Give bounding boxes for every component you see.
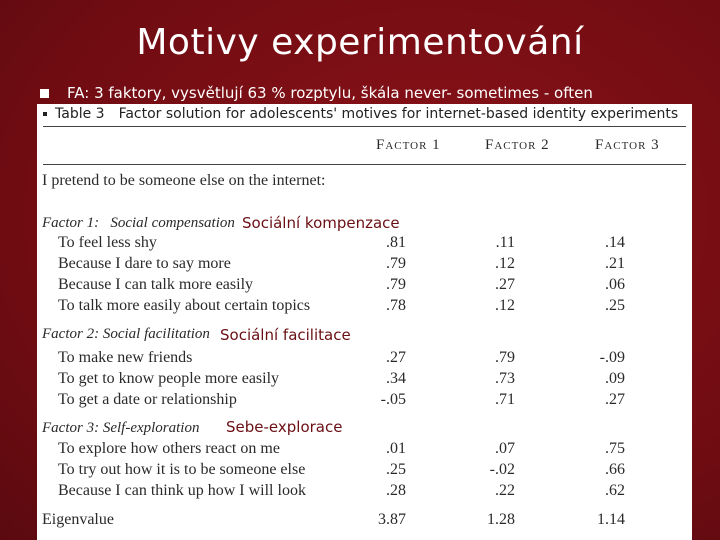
value-f1: .01 — [386, 440, 406, 457]
value-f2: .79 — [495, 349, 515, 366]
row-label: To feel less shy — [58, 234, 157, 251]
table-row — [37, 391, 692, 412]
table-row — [37, 440, 692, 461]
header-factor-3: Factor 3 — [595, 137, 660, 153]
bullet-point — [40, 82, 593, 104]
value-f2: -.02 — [489, 461, 515, 478]
value-f2: .71 — [495, 391, 515, 408]
factor-1-label: Factor 1: — [42, 215, 100, 231]
value-f3: .14 — [605, 234, 625, 251]
value-f2: .73 — [495, 370, 515, 387]
table-row — [37, 482, 692, 503]
value-f2: .27 — [495, 276, 515, 293]
caption-label: Table 3 — [55, 106, 105, 122]
row-label: To try out how it is to be someone else — [58, 461, 306, 478]
value-f2: .11 — [495, 234, 515, 251]
row-label: To explore how others react on me — [58, 440, 280, 457]
row-label: Because I can talk more easily — [58, 276, 254, 293]
table-row — [37, 349, 692, 370]
header-factor-2: Factor 2 — [485, 137, 550, 153]
row-label: To make new friends — [58, 349, 193, 366]
value-f3: .21 — [605, 255, 625, 272]
value-f1: .79 — [386, 276, 406, 293]
factor-3-heading — [42, 420, 199, 441]
eigenvalue-f3: 1.14 — [597, 511, 625, 528]
row-label: Because I dare to say more — [58, 255, 231, 272]
value-f3: .62 — [605, 482, 625, 499]
table-row — [37, 276, 692, 297]
table-caption — [43, 106, 678, 122]
caption-text: Factor solution for adolescents' motives for internet-based identity experiments — [118, 106, 679, 122]
value-f1: .81 — [386, 234, 406, 251]
value-f2: .12 — [495, 255, 515, 272]
row-label: To talk more easily about certain topics — [58, 297, 311, 314]
table-row — [37, 255, 692, 276]
value-f1: .25 — [386, 461, 406, 478]
factor-2-overlay: Sociální facilitace — [220, 326, 351, 344]
value-f1: .28 — [386, 482, 406, 499]
intro-row — [37, 172, 692, 193]
row-label: Because I can think up how I will look — [58, 482, 306, 499]
bullet-square-icon — [40, 89, 49, 98]
factor-1-heading — [42, 215, 235, 236]
factor-2-heading — [42, 326, 210, 347]
factor-2-name: Social facilitation — [102, 326, 210, 342]
factor-3-name: Self-exploration — [102, 420, 200, 436]
intro-text: I pretend to be someone else on the internet: — [42, 172, 326, 189]
caption-bullet-icon — [43, 112, 47, 116]
table-row — [37, 234, 692, 255]
factor-1-overlay: Sociální kompenzace — [242, 214, 400, 232]
bullet-text: FA: 3 faktory, vysvětlují 63 % rozptylu, škála never- sometimes - often — [67, 84, 593, 102]
header-factor-1: Factor 1 — [376, 137, 441, 153]
factor-1-name: Social compensation — [110, 215, 235, 231]
table-row — [37, 461, 692, 482]
value-f1: .78 — [386, 297, 406, 314]
factor-3-overlay: Sebe-explorace — [226, 418, 343, 436]
table-row — [37, 370, 692, 391]
value-f1: .79 — [386, 255, 406, 272]
table-top-rule — [43, 126, 686, 127]
value-f1: .27 — [386, 349, 406, 366]
eigenvalue-row — [37, 511, 692, 532]
factor-table — [37, 104, 692, 540]
value-f3: .27 — [605, 391, 625, 408]
value-f1: .34 — [386, 370, 406, 387]
value-f3: .25 — [605, 297, 625, 314]
eigenvalue-f1: 3.87 — [378, 511, 406, 528]
value-f3: .66 — [605, 461, 625, 478]
eigenvalue-label: Eigenvalue — [42, 511, 114, 528]
row-label: To get to know people more easily — [58, 370, 280, 387]
eigenvalue-f2: 1.28 — [487, 511, 515, 528]
header-rule — [43, 164, 686, 165]
value-f2: .07 — [495, 440, 515, 457]
value-f2: .12 — [495, 297, 515, 314]
factor-2-label: Factor 2: — [42, 326, 100, 342]
value-f3: .06 — [605, 276, 625, 293]
value-f2: .22 — [495, 482, 515, 499]
slide-title: Motivy experimentování — [136, 22, 584, 63]
row-label: To get a date or relationship — [58, 391, 237, 408]
table-row — [37, 297, 692, 318]
value-f3: -.09 — [599, 349, 625, 366]
value-f1: -.05 — [380, 391, 406, 408]
value-f3: .09 — [605, 370, 625, 387]
factor-3-label: Factor 3: — [42, 420, 100, 436]
value-f3: .75 — [605, 440, 625, 457]
